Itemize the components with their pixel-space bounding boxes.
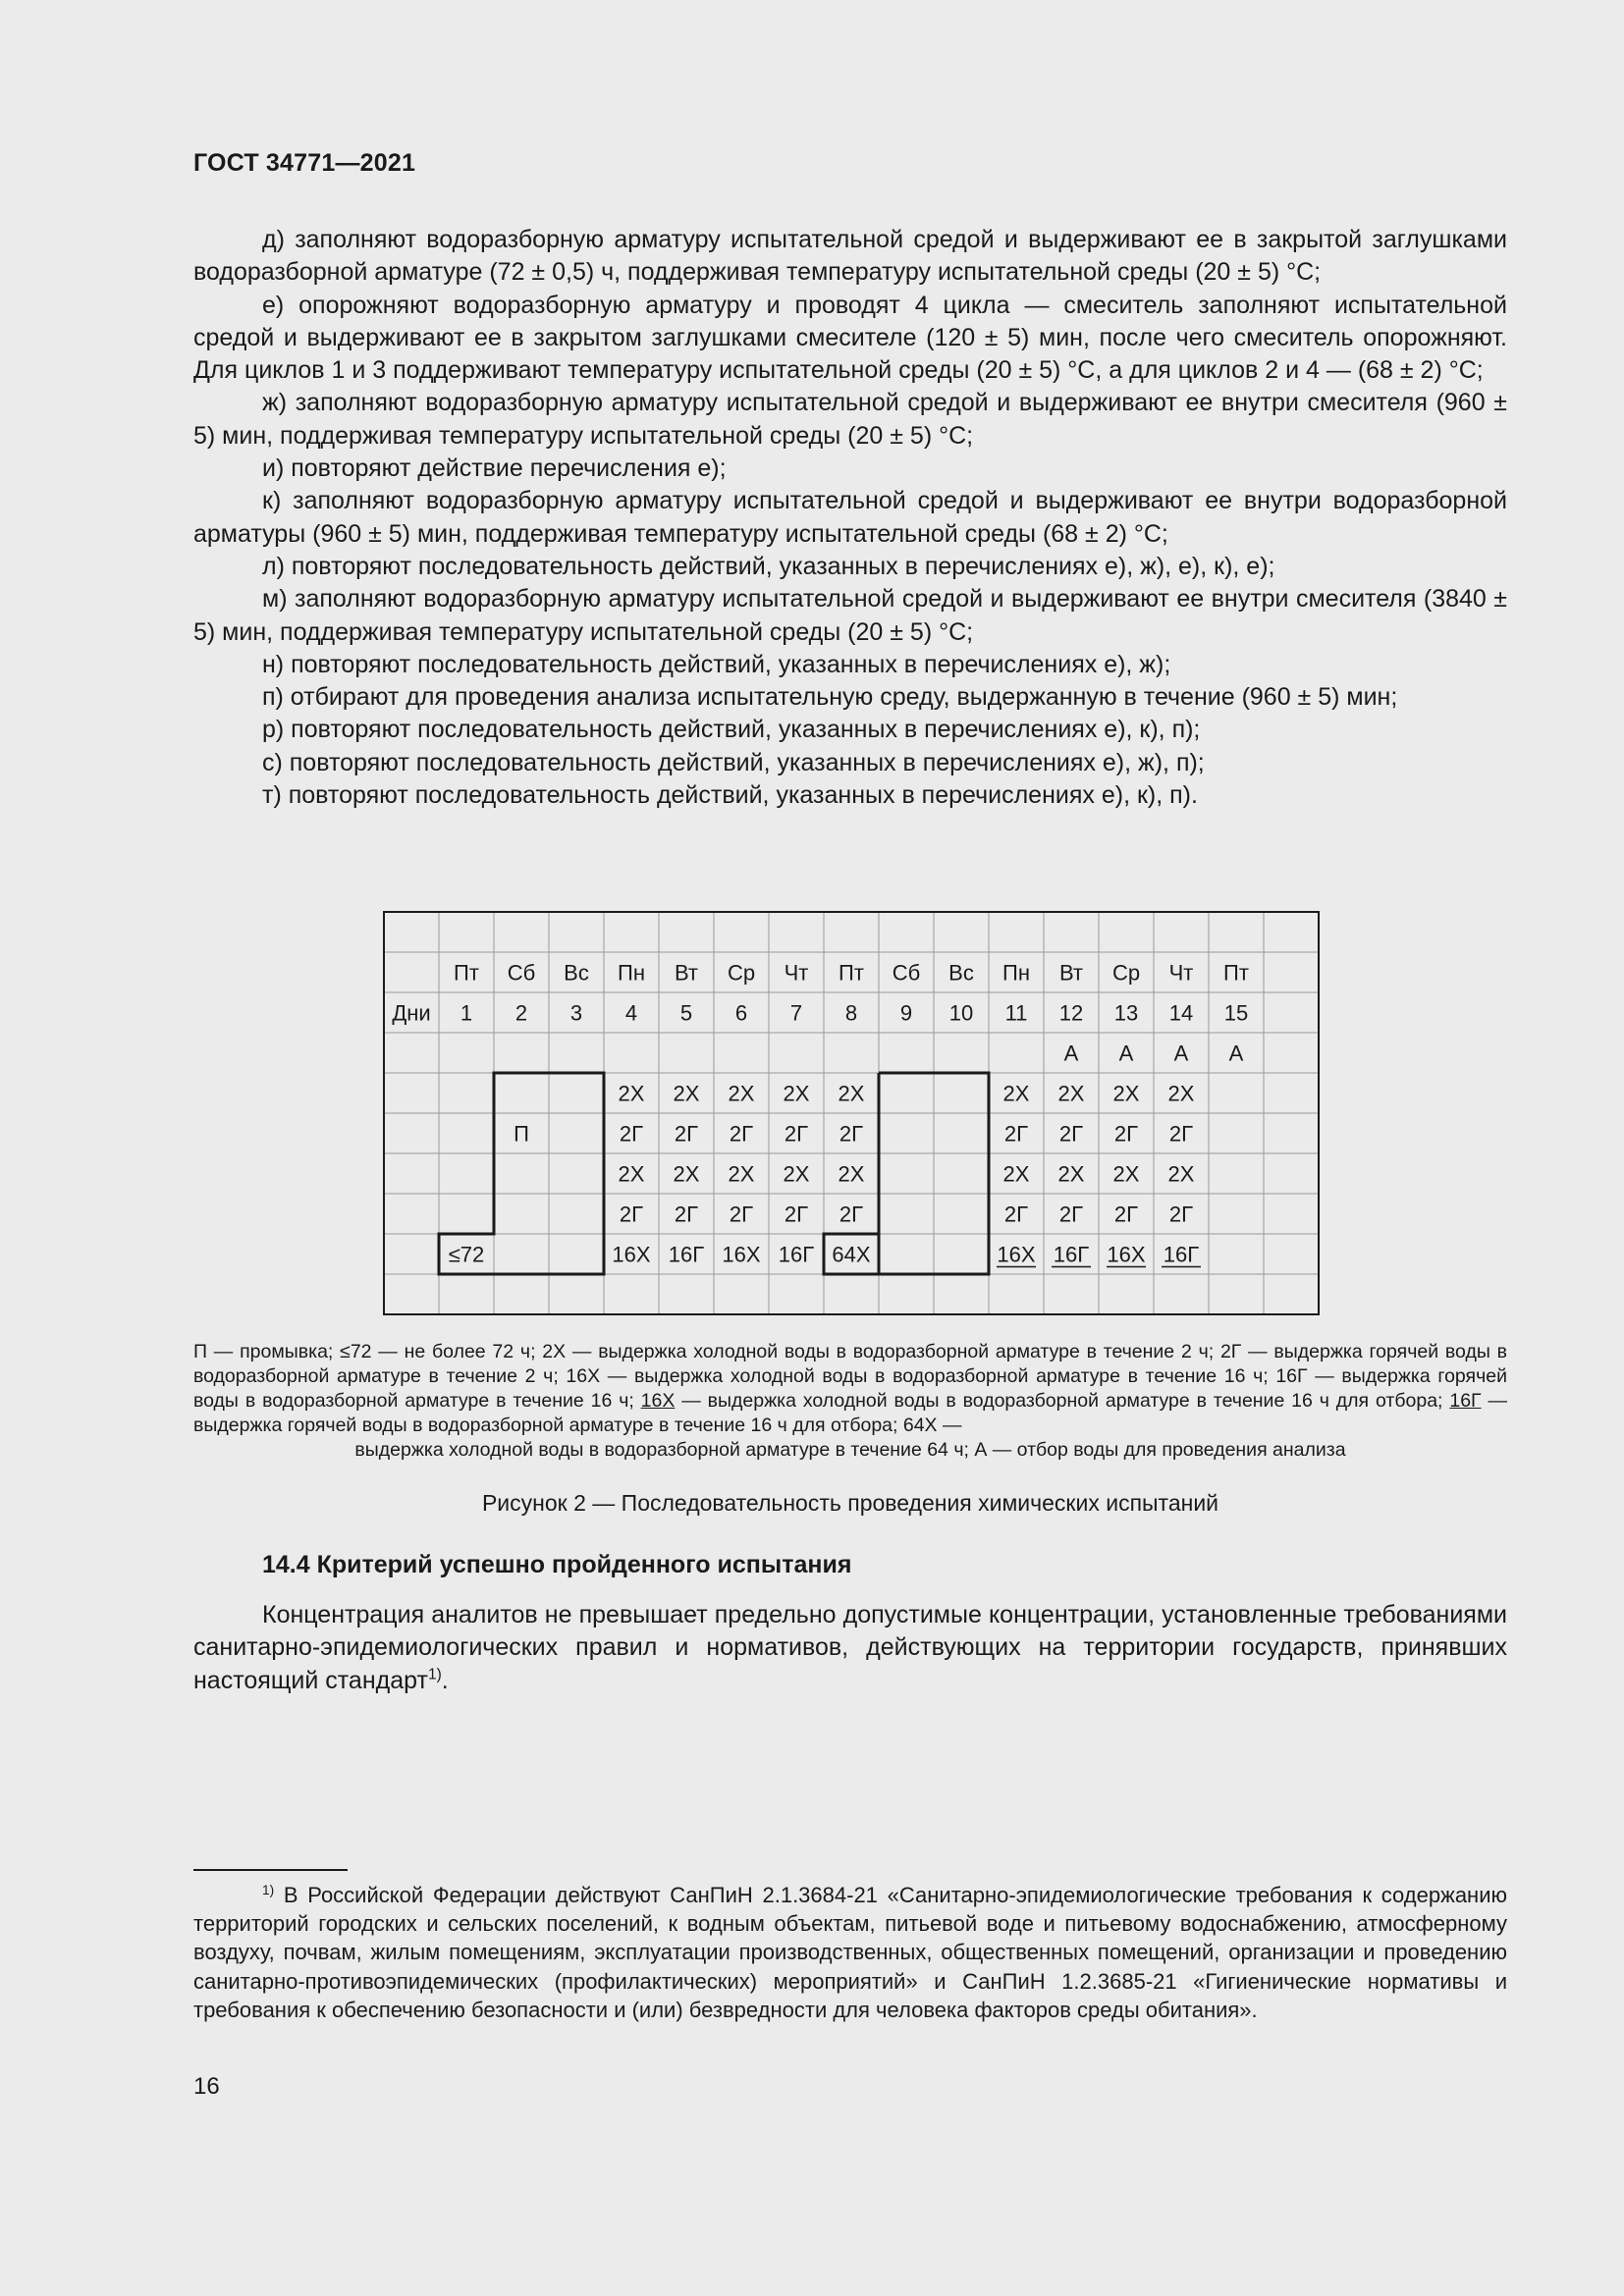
grid-hot-2h: 2Г — [1168, 1121, 1194, 1147]
list-item-r: р) повторяют последовательность действий, указанных в перечислениях е), к), п); — [262, 716, 1201, 744]
grid-hot-2h: 2Г — [839, 1121, 864, 1147]
list-item-zh: ж) заполняют водоразборную арматуру испытательной средой и выдерживают ее внутри смесителя (960 ± 5) мин, поддерживая температуру испытательной среды (20 ± 5) °С; — [193, 389, 1507, 450]
grid-cold-2h: 2Х — [1057, 1161, 1085, 1187]
list-item-t: т) повторяют последовательность действий, указанных в перечислениях е), к), п). — [262, 781, 1198, 810]
grid-long-hold: 64Х — [832, 1242, 871, 1267]
grid-cold-2h: 2Х — [1002, 1161, 1030, 1187]
criterion-end: . — [441, 1666, 449, 1694]
grid-weekday: Чт — [784, 960, 809, 986]
grid-weekday: Сб — [507, 960, 536, 986]
grid-hot-2h: 2Г — [619, 1121, 644, 1147]
criterion-paragraph — [193, 1599, 1507, 1697]
grid-analysis-mark: А — [1173, 1041, 1189, 1066]
footnote-marker: 1) — [262, 1882, 275, 1897]
grid-hot-2h: 2Г — [729, 1201, 754, 1227]
grid-analysis-mark: А — [1228, 1041, 1244, 1066]
grid-hot-2h: 2Г — [1168, 1201, 1194, 1227]
grid-day-number: 13 — [1113, 1000, 1139, 1026]
section-heading: 14.4 Критерий успешно пройденного испытания — [262, 1551, 852, 1578]
document-code-header: ГОСТ 34771—2021 — [193, 149, 416, 177]
grid-weekday: Чт — [1168, 960, 1194, 986]
grid-hot-2h: 2Г — [674, 1201, 699, 1227]
list-item-e: е) опорожняют водоразборную арматуру и проводят 4 цикла — смеситель заполняют испытательной средой и выдерживают ее в закрытом заглушками смесителе (120 ± 5) мин, после чего смеситель опорожняют. Для циклов 1 и 3 поддерживают температуру испытательной среды (20 ± 5) °С, а для циклов 2 и 4 — (68 ± 2) °С; — [193, 291, 1507, 385]
grid-day-number: 2 — [514, 1000, 528, 1026]
grid-cold-2h: 2Х — [673, 1081, 700, 1106]
grid-hot-2h: 2Г — [1058, 1121, 1084, 1147]
footnote — [193, 1881, 1507, 2024]
grid-day-number: 5 — [679, 1000, 693, 1026]
grid-wash-mark: П — [514, 1121, 529, 1147]
grid-weekday: Пт — [454, 960, 479, 986]
grid-cold-2h: 2Х — [1057, 1081, 1085, 1106]
legend-part-1: П — промывка; ≤72 — не более 72 ч; 2Х — выдержка холодной воды в водоразборной арматуре в течение 2 ч; 2Г — выдержка горячей воды в водоразборной арматуре в течение 2 ч; 16Х — выдержка холодной воды в водоразборной арматуре в течение 16 ч; 16Г — выдержка горячей воды в водоразборной арматуре в течение 16 ч; — [193, 1341, 1507, 1412]
grid-hot-2h: 2Г — [784, 1201, 809, 1227]
grid-hot-2h: 2Г — [674, 1121, 699, 1147]
legend-part-2: — выдержка холодной воды в водоразборной арматуре в течение 16 ч для отбора; — [675, 1390, 1443, 1412]
grid-hot-2h: 2Г — [839, 1201, 864, 1227]
grid-weekday: Ср — [727, 960, 756, 986]
grid-cold-2h: 2Х — [783, 1161, 810, 1187]
grid-hot-2h: 2Г — [1113, 1121, 1139, 1147]
grid-cold-2h: 2Х — [838, 1081, 865, 1106]
grid-cold-2h: 2Х — [1002, 1081, 1030, 1106]
grid-day-number: 7 — [789, 1000, 803, 1026]
grid-hot-2h: 2Г — [1003, 1201, 1029, 1227]
grid-day-number: 3 — [569, 1000, 583, 1026]
grid-day-number: 6 — [734, 1000, 748, 1026]
criterion-text: Концентрация аналитов не превышает предельно допустимые концентрации, установленные требованиями санитарно-эпидемиологических правил и нормативов, действующих на территории государств, принявших настоящий стандарт — [193, 1601, 1507, 1694]
grid-weekday: Ср — [1111, 960, 1141, 986]
grid-cold-2h: 2Х — [1112, 1161, 1140, 1187]
legend-underlined-hot: 16Г — [1449, 1390, 1482, 1412]
grid-day-number: 10 — [948, 1000, 974, 1026]
grid-weekday: Вс — [948, 960, 974, 986]
grid-weekday: Сб — [892, 960, 921, 986]
grid-day-number: 11 — [1004, 1000, 1028, 1026]
grid-day-number: 8 — [844, 1000, 858, 1026]
list-item-p: п) отбирают для проведения анализа испытательную среду, выдержанную в течение (960 ± 5) мин; — [262, 683, 1398, 712]
grid-long-hold: 16Г — [778, 1242, 815, 1267]
grid-cold-2h: 2Х — [1112, 1081, 1140, 1106]
grid-analysis-mark: А — [1118, 1041, 1134, 1066]
grid-cold-2h: 2Х — [728, 1161, 755, 1187]
grid-cold-2h: 2Х — [838, 1161, 865, 1187]
figure-legend — [193, 1340, 1507, 1463]
footnote-reference: 1) — [427, 1666, 442, 1683]
grid-long-hold: 16Х — [612, 1242, 651, 1267]
grid-long-hold: 16Г — [1053, 1242, 1090, 1267]
grid-day-number: 15 — [1223, 1000, 1249, 1026]
grid-day-number: 4 — [624, 1000, 638, 1026]
grid-cold-2h: 2Х — [728, 1081, 755, 1106]
grid-cold-2h: 2Х — [618, 1081, 645, 1106]
grid-weekday: Пт — [1223, 960, 1249, 986]
grid-hot-2h: 2Г — [784, 1121, 809, 1147]
grid-hot-2h: 2Г — [1113, 1201, 1139, 1227]
grid-cold-2h: 2Х — [783, 1081, 810, 1106]
list-item-d: д) заполняют водоразборную арматуру испытательной средой и выдерживают ее в закрытой заглушками водоразборной арматуре (72 ± 0,5) ч, поддерживая температуру испытательной среды (20 ± 5) °С; — [193, 226, 1507, 287]
grid-cold-2h: 2Х — [1167, 1081, 1195, 1106]
list-item-l: л) повторяют последовательность действий, указанных в перечислениях е), ж), е), к), е); — [262, 552, 1275, 580]
grid-weekday: Вс — [564, 960, 589, 986]
grid-day-number: 14 — [1168, 1000, 1194, 1026]
grid-days-label: Дни — [392, 1000, 431, 1026]
grid-long-hold: 16Г — [1163, 1242, 1200, 1267]
grid-weekday: Пт — [839, 960, 864, 986]
grid-long-hold: 16Г — [668, 1242, 705, 1267]
grid-day-number: 1 — [460, 1000, 473, 1026]
grid-weekday: Пн — [618, 960, 645, 986]
grid-day-number: 12 — [1058, 1000, 1084, 1026]
grid-analysis-mark: А — [1063, 1041, 1079, 1066]
grid-long-hold: 16Х — [1107, 1242, 1146, 1267]
figure-caption: Рисунок 2 — Последовательность проведения химических испытаний — [481, 1490, 1219, 1516]
grid-hot-2h: 2Г — [1003, 1121, 1029, 1147]
grid-le72-mark: ≤72 — [448, 1242, 485, 1267]
grid-cold-2h: 2Х — [673, 1161, 700, 1187]
legend-part-3: — выдержка горячей воды в водоразборной арматуре в течение 16 ч для отбора; 64Х — — [193, 1390, 1507, 1436]
grid-hot-2h: 2Г — [619, 1201, 644, 1227]
grid-day-number: 9 — [899, 1000, 913, 1026]
grid-long-hold: 16Х — [997, 1242, 1036, 1267]
grid-hot-2h: 2Г — [1058, 1201, 1084, 1227]
grid-weekday: Вт — [674, 960, 699, 986]
grid-long-hold: 16Х — [722, 1242, 761, 1267]
list-item-i: и) повторяют действие перечисления е); — [262, 454, 727, 483]
grid-weekday: Вт — [1058, 960, 1084, 986]
grid-weekday: Пн — [1002, 960, 1030, 986]
page-number: 16 — [193, 2073, 220, 2100]
legend-last-line: выдержка холодной воды в водоразборной арматуре в течение 64 ч; А — отбор воды для проведения анализа — [354, 1439, 1346, 1461]
footnote-text: В Российской Федерации действуют СанПиН 2.1.3684-21 «Санитарно-эпидемиологические требования к содержанию территорий городских и сельских поселений, к водным объектам, питьевой воде и питьевому водоснабжению, атмосферному воздуху, почвам, жилым помещениям, эксплуатации производственных, общественных помещений, организации и проведению санитарно-противоэпидемических (профилактических) мероприятий» и СанПиН 1.2.3685-21 «Гигиенические нормативы и требования к обеспечению безопасности и (или) безвредности для человека факторов среды обитания». — [193, 1883, 1507, 2022]
list-item-k: к) заполняют водоразборную арматуру испытательной средой и выдерживают ее внутри водоразборной арматуры (960 ± 5) мин, поддерживая температуру испытательной среды (68 ± 2) °С; — [193, 487, 1507, 548]
list-item-m: м) заполняют водоразборную арматуру испытательной средой и выдерживают ее внутри смесителя (3840 ± 5) мин, поддерживая температуру испытательной среды (20 ± 5) °С; — [193, 585, 1507, 646]
list-item-s: с) повторяют последовательность действий, указанных в перечислениях е), ж), п); — [262, 748, 1205, 776]
legend-underlined-cold: 16Х — [640, 1390, 676, 1412]
grid-hot-2h: 2Г — [729, 1121, 754, 1147]
footnote-separator — [193, 1869, 348, 1871]
grid-cold-2h: 2Х — [1167, 1161, 1195, 1187]
list-item-n: н) повторяют последовательность действий, указанных в перечислениях е), ж); — [262, 650, 1171, 678]
grid-cold-2h: 2Х — [618, 1161, 645, 1187]
